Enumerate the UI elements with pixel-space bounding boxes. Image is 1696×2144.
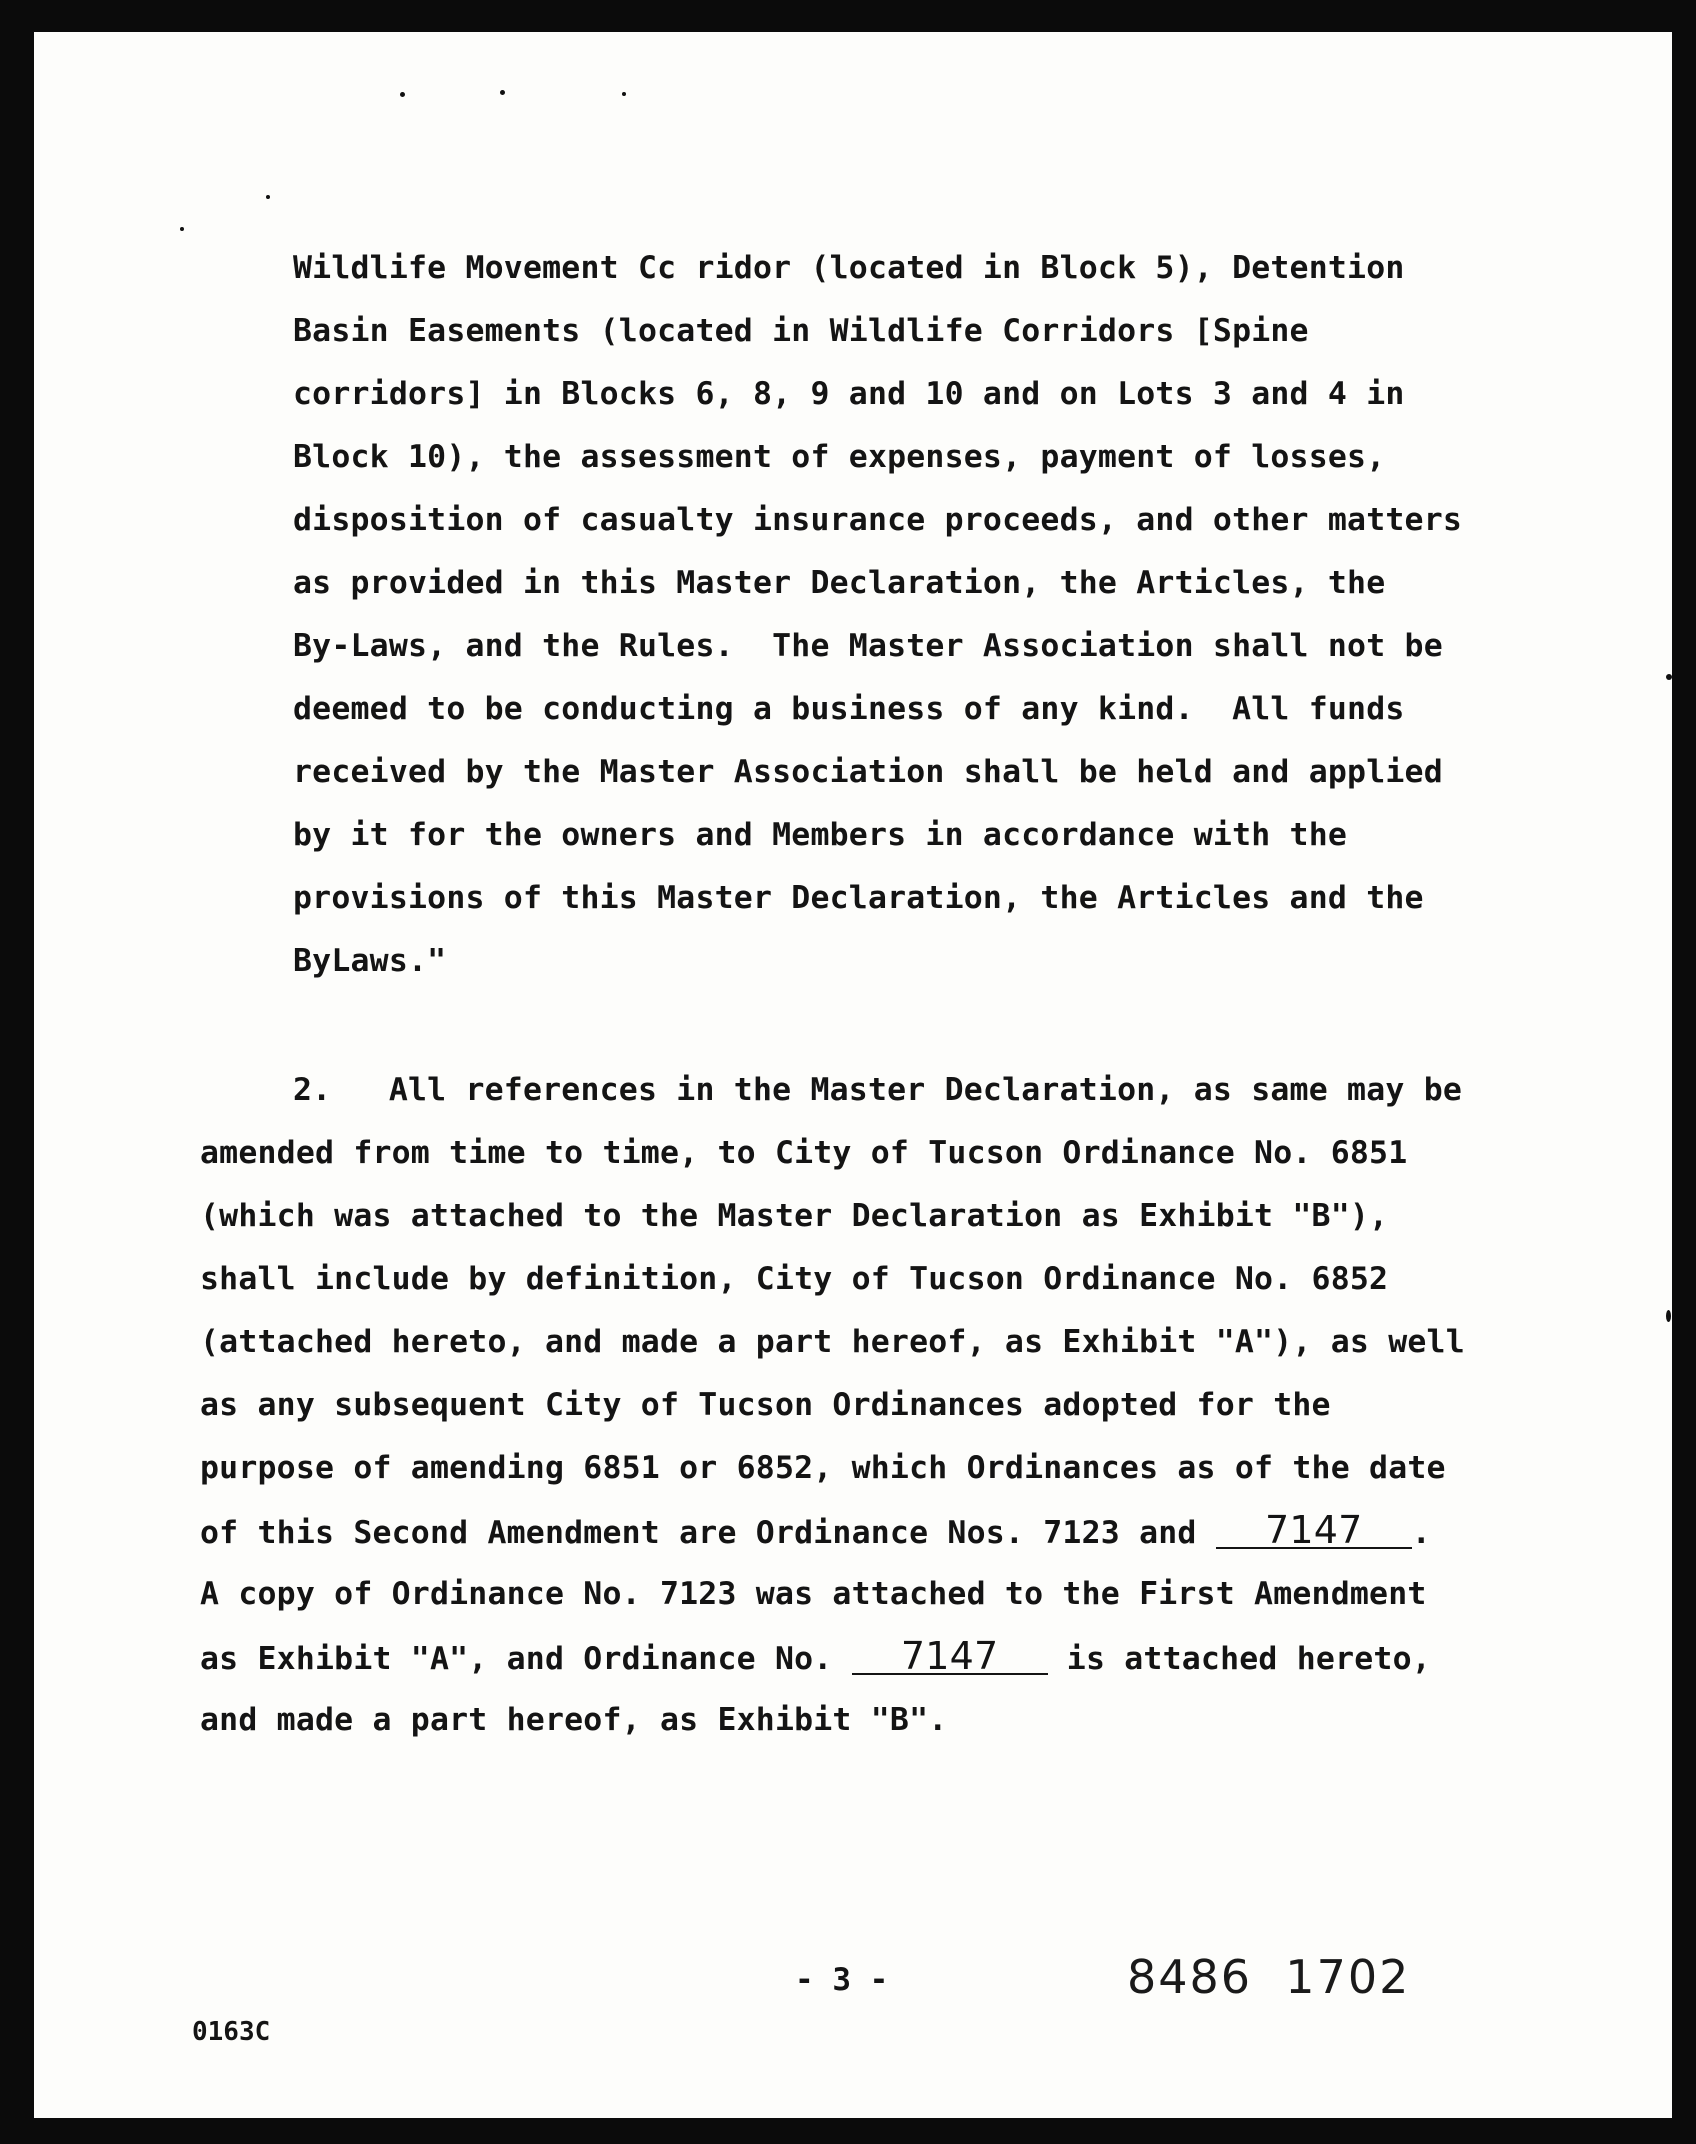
- document-page: [34, 32, 1672, 2118]
- text-line: by it for the owners and Members in accordance with the: [293, 817, 1348, 853]
- page-number: - 3 -: [795, 1962, 889, 1998]
- scan-speck: [266, 195, 270, 199]
- handwritten-ordinance-number: 7147: [1216, 1513, 1412, 1549]
- text-line: ByLaws.": [293, 943, 447, 979]
- text-line: purpose of amending 6851 or 6852, which Ordinances as of the date: [200, 1450, 1446, 1486]
- line-text: of this Second Amendment are Ordinance Nos. 7123 and: [200, 1515, 1216, 1551]
- text-line: Wildlife Movement Cc ridor (located in Block 5), Detention: [293, 250, 1405, 286]
- handwritten-ordinance-number: 7147: [852, 1639, 1048, 1675]
- text-line: received by the Master Association shall be held and applied: [293, 754, 1443, 790]
- text-line: 2. All references in the Master Declaration, as same may be: [293, 1072, 1463, 1108]
- scan-speck: [180, 227, 184, 231]
- scan-speck: [622, 92, 626, 96]
- text-line: as any subsequent City of Tucson Ordinances adopted for the: [200, 1387, 1331, 1423]
- text-line: and made a part hereof, as Exhibit "B".: [200, 1702, 948, 1738]
- text-line: By-Laws, and the Rules. The Master Association shall not be: [293, 628, 1443, 664]
- line-text: is attached hereto,: [1047, 1641, 1431, 1677]
- text-line: Basin Easements (located in Wildlife Corridors [Spine: [293, 313, 1309, 349]
- scan-speck: [1666, 674, 1672, 680]
- text-line: as provided in this Master Declaration, the Articles, the: [293, 565, 1386, 601]
- text-line-with-blank: [200, 1634, 1431, 1678]
- text-line: (attached hereto, and made a part hereof, as Exhibit "A"), as well: [200, 1324, 1465, 1360]
- text-line: (which was attached to the Master Declaration as Exhibit "B"),: [200, 1198, 1389, 1234]
- line-text: as Exhibit "A", and Ordinance No.: [200, 1641, 852, 1677]
- text-line: amended from time to time, to City of Tucson Ordinance No. 6851: [200, 1135, 1408, 1171]
- document-code: 0163C: [192, 2017, 271, 2047]
- scan-speck: [1666, 1310, 1671, 1322]
- text-line: provisions of this Master Declaration, the Articles and the: [293, 880, 1424, 916]
- text-line-with-blank: [200, 1508, 1431, 1552]
- text-line: corridors] in Blocks 6, 8, 9 and 10 and on Lots 3 and 4 in: [293, 376, 1405, 412]
- scan-speck: [400, 92, 405, 97]
- handwritten-document-number: 8486 1702: [1127, 1950, 1411, 2004]
- text-line: Block 10), the assessment of expenses, payment of losses,: [293, 439, 1386, 475]
- text-line: disposition of casualty insurance proceeds, and other matters: [293, 502, 1463, 538]
- text-line: deemed to be conducting a business of any kind. All funds: [293, 691, 1405, 727]
- text-line: shall include by definition, City of Tucson Ordinance No. 6852: [200, 1261, 1389, 1297]
- scan-speck: [500, 90, 505, 95]
- line-text: .: [1411, 1515, 1431, 1551]
- text-line: A copy of Ordinance No. 7123 was attached to the First Amendment: [200, 1576, 1427, 1612]
